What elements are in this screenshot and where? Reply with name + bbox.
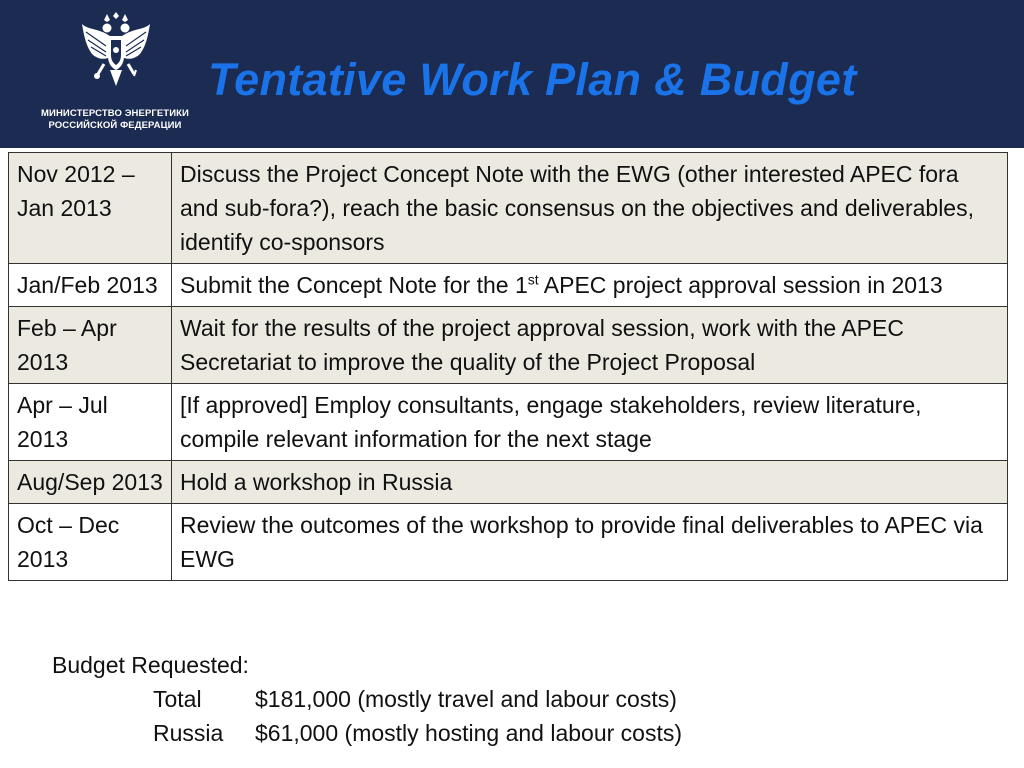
slide-header xyxy=(0,0,1024,148)
budget-amount: $181,000 (mostly travel and labour costs) xyxy=(255,686,677,712)
ministry-name xyxy=(30,108,200,132)
ministry-name-line1: МИНИСТЕРСТВО ЭНЕРГЕТИКИ xyxy=(41,108,189,119)
slide-title: Tentative Work Plan & Budget xyxy=(208,54,857,105)
budget-heading: Budget Requested: xyxy=(52,652,249,678)
period-cell: Jan/Feb 2013 xyxy=(9,264,172,307)
task-superscript: st xyxy=(527,271,539,288)
task-text-start: Submit the Concept Note for the 1 xyxy=(180,272,528,298)
table-row xyxy=(9,384,1008,461)
budget-amount: $61,000 (mostly hosting and labour costs) xyxy=(255,720,683,746)
period-cell: Oct – Dec 2013 xyxy=(9,504,172,581)
table-row xyxy=(9,153,1008,264)
ministry-name-line2: РОССИЙСКОЙ ФЕДЕРАЦИИ xyxy=(48,120,182,131)
table-row xyxy=(9,504,1008,581)
table-row xyxy=(9,307,1008,384)
period-cell: Apr – Jul 2013 xyxy=(9,384,172,461)
period-cell: Feb – Apr 2013 xyxy=(9,307,172,384)
task-cell: [If approved] Employ consultants, engage stakeholders, review literature, compile relevant information for the next stage xyxy=(172,384,1008,461)
task-cell: Wait for the results of the project approval session, work with the APEC Secretariat to improve the quality of the Project Proposal xyxy=(172,307,1008,384)
period-cell: Aug/Sep 2013 xyxy=(9,461,172,504)
budget-label: Russia xyxy=(153,720,224,746)
table-row xyxy=(9,461,1008,504)
task-cell: Hold a workshop in Russia xyxy=(172,461,1008,504)
table-row xyxy=(9,264,1008,307)
ministry-logo xyxy=(30,12,200,137)
period-cell: Nov 2012 – Jan 2013 xyxy=(9,153,172,264)
task-cell xyxy=(172,264,1008,307)
task-text-end: APEC project approval session in 2013 xyxy=(538,272,943,298)
task-cell: Review the outcomes of the workshop to provide final deliverables to APEC via EWG xyxy=(172,504,1008,581)
budget-label: Total xyxy=(153,686,202,712)
task-cell: Discuss the Project Concept Note with the EWG (other interested APEC fora and sub-fora?), reach the basic consensus on the objectives and deliverables, identify co-sponsors xyxy=(172,153,1008,264)
work-plan-table xyxy=(8,152,1008,581)
double-headed-eagle-emblem-icon xyxy=(80,12,152,94)
